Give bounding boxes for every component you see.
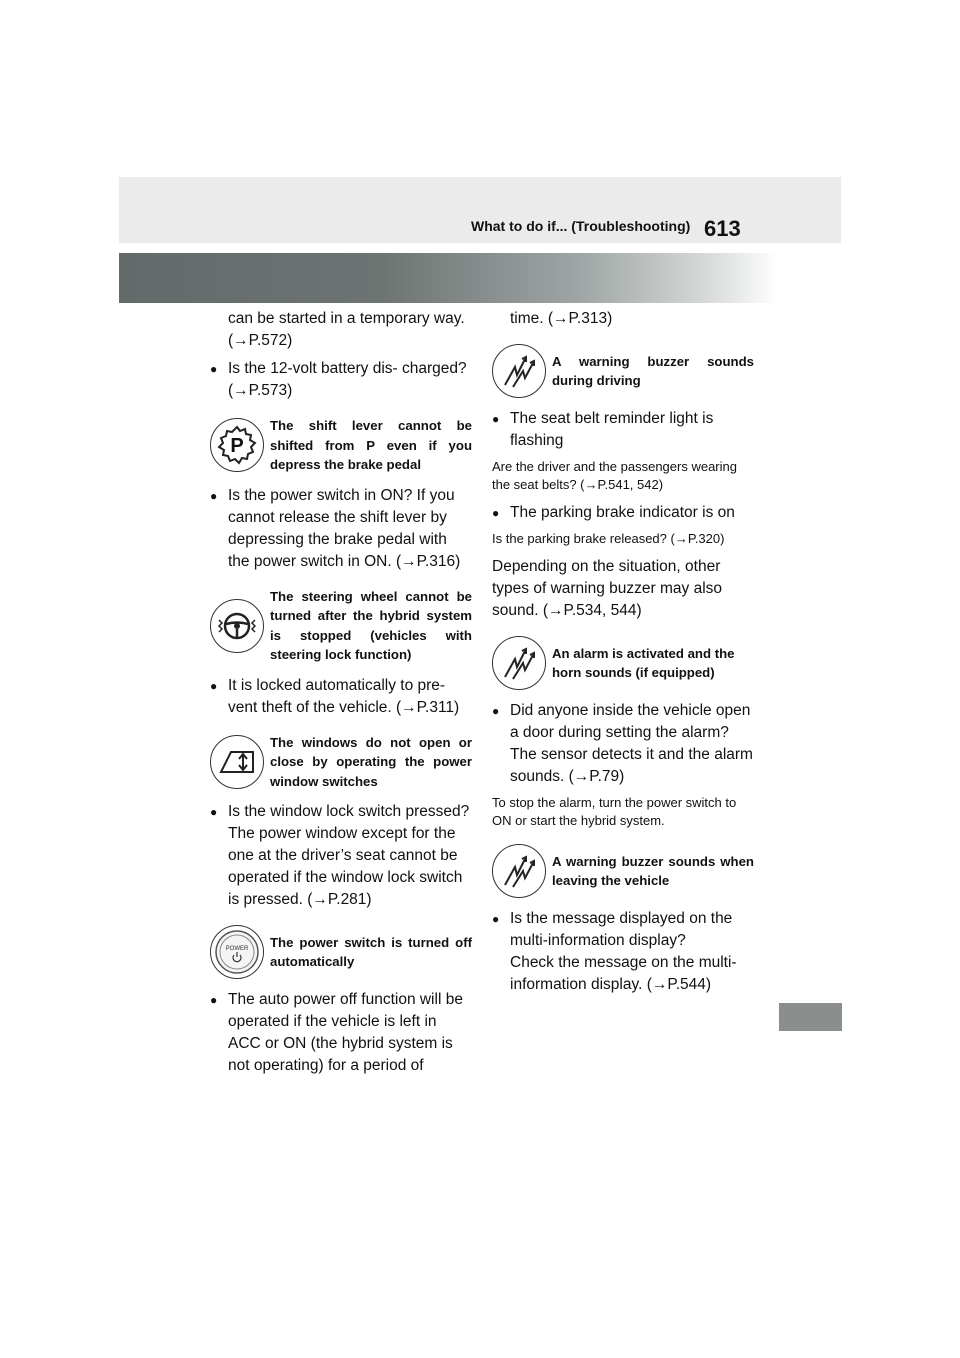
power-button-icon: [210, 925, 264, 979]
steering-wheel-icon: [210, 599, 264, 653]
note-text: Are the driver and the passengers wearing the seat belts? (→P.541, 542): [492, 459, 737, 492]
heading-text: The steering wheel cannot be turned after the hybrid system is stopped (vehicles with steering lock function): [270, 588, 472, 662]
bullet-item: ● Is the 12-volt battery dis- charged? (→P.573): [210, 358, 472, 402]
topic-heading: [492, 844, 754, 898]
paragraph: can be started in a temporary way. (→P.572): [228, 310, 465, 349]
bullet-item: [492, 908, 754, 996]
heading-text: A warning buzzer sounds when leaving the vehicle: [552, 853, 754, 888]
power-window-icon: [210, 735, 264, 789]
heading-text: The shift lever cannot be shifted from P even if you depress the brake pedal: [270, 418, 472, 472]
paragraph: Depending on the situation, other types of warning buzzer may also sound. (→P.534, 544): [492, 558, 723, 619]
power-icon-label: POWER: [225, 946, 249, 952]
alarm-icon: [492, 636, 546, 690]
left-column: [210, 308, 472, 1077]
svg-text:P: P: [230, 435, 244, 458]
bullet-question: ● Is the window lock switch pressed?: [228, 803, 470, 820]
topic-heading: [492, 636, 754, 690]
warning-buzzer-icon: [492, 344, 546, 398]
chapter-tab: [779, 1003, 842, 1031]
gear-p-icon: [210, 418, 264, 472]
section-title: What to do if... (Troubleshooting): [471, 218, 691, 234]
heading-text: The power switch is turned off automatically: [270, 934, 472, 969]
bullet-item: ● The seat belt reminder light is flashing: [492, 408, 754, 452]
bullet-answer: Check the message on the multi- information display. (→P.544): [510, 954, 737, 993]
bullet-answer: The sensor detects it and the alarm sounds. (→P.79): [510, 746, 753, 785]
bullet-item: ● The auto power off function will be operated if the vehicle is left in ACC or ON (the hybrid system is not operating) for a period of: [210, 989, 472, 1077]
warning-buzzer-icon: [492, 844, 546, 898]
bullet-item: ● It is locked automatically to pre- vent theft of the vehicle. (→P.311): [210, 675, 472, 719]
topic-heading: [210, 925, 472, 979]
topic-heading: [210, 587, 472, 665]
note-text: Is the parking brake released? (→P.320): [492, 531, 725, 546]
heading-text: The windows do not open or close by operating the power window switches: [270, 734, 472, 789]
bullet-item: ● The parking brake indicator is on: [492, 502, 754, 524]
heading-text: An alarm is activated and the horn sounds (if equipped): [552, 645, 735, 680]
bullet-question: ● Is the message displayed on the multi-information display?: [510, 910, 733, 949]
bullet-item: ● Is the power switch in ON? If you cannot release the shift lever by depressing the brake pedal with the power switch in ON. (→P.316): [210, 485, 472, 573]
note-text: To stop the alarm, turn the power switch to ON or start the hybrid system.: [492, 795, 737, 828]
heading-text: A warning buzzer sounds during driving: [552, 353, 754, 388]
bullet-item: [492, 700, 754, 788]
topic-heading: [210, 733, 472, 792]
bullet-question: ● Did anyone inside the vehicle open a door during setting the alarm?: [510, 702, 751, 741]
bullet-item: [210, 801, 472, 911]
header-gradient-bar: [119, 253, 779, 303]
paragraph: time. (→P.313): [510, 310, 613, 327]
topic-heading: [492, 344, 754, 398]
right-column: [492, 308, 754, 996]
bullet-answer: The power window except for the one at the driver’s seat cannot be operated if the window lock switch is pressed. (→P.281): [228, 825, 463, 908]
page-number: 613: [704, 216, 741, 241]
topic-heading: [210, 416, 472, 475]
